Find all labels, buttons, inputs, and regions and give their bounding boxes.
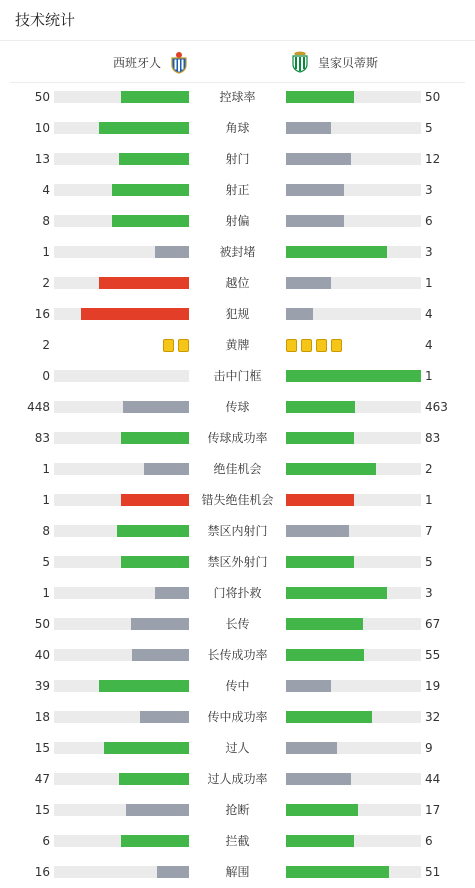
away-bar-fill — [286, 804, 358, 816]
stat-label: 过人成功率 — [207, 772, 268, 786]
stat-label: 黄牌 — [225, 338, 250, 352]
home-bar-track — [54, 246, 189, 258]
stat-label: 抢断 — [225, 803, 250, 817]
stat-label: 被封堵 — [219, 245, 256, 259]
home-bar-track — [54, 680, 189, 692]
away-value: 7 — [425, 524, 433, 538]
home-value: 0 — [42, 369, 50, 383]
home-bar-track — [54, 91, 189, 103]
away-value: 32 — [425, 710, 441, 724]
stat-label: 犯规 — [225, 307, 250, 321]
home-bar-fill — [144, 463, 189, 475]
stat-label: 禁区外射门 — [207, 555, 268, 569]
home-bar-track — [54, 711, 189, 723]
away-bar-track — [286, 680, 421, 692]
away-bar-fill — [286, 773, 351, 785]
away-value: 17 — [425, 803, 441, 817]
home-value: 47 — [34, 772, 50, 786]
stat-label: 长传 — [225, 617, 250, 631]
home-value: 6 — [42, 834, 50, 848]
stat-label: 解围 — [225, 865, 250, 879]
away-bar-track — [286, 773, 421, 785]
stat-label: 传中 — [225, 679, 250, 693]
teams-divider — [10, 82, 465, 83]
stat-row — [0, 118, 475, 138]
away-value: 5 — [425, 555, 433, 569]
home-bar-fill — [126, 804, 189, 816]
away-bar-fill — [286, 184, 344, 196]
home-value: 16 — [34, 307, 50, 321]
away-bar-fill — [286, 494, 354, 506]
away-bar-track — [286, 370, 421, 382]
home-value: 10 — [34, 121, 50, 135]
home-value: 1 — [42, 586, 50, 600]
home-bar-track — [54, 587, 189, 599]
home-value: 1 — [42, 245, 50, 259]
stat-label: 传中成功率 — [207, 710, 268, 724]
home-bar-track — [54, 308, 189, 320]
away-value: 5 — [425, 121, 433, 135]
away-value: 3 — [425, 183, 433, 197]
stat-label: 传球成功率 — [207, 431, 268, 445]
stat-label: 控球率 — [219, 90, 256, 104]
home-bar-fill — [121, 91, 189, 103]
away-bar-track — [286, 401, 421, 413]
yellow-card-icon — [178, 339, 189, 352]
home-value: 4 — [42, 183, 50, 197]
home-bar-track — [54, 463, 189, 475]
away-bar-fill — [286, 215, 344, 227]
stat-label: 越位 — [225, 276, 250, 290]
home-value: 448 — [27, 400, 50, 414]
away-value: 4 — [425, 307, 433, 321]
away-value: 51 — [425, 865, 441, 879]
home-value: 2 — [42, 276, 50, 290]
home-bar-fill — [121, 835, 189, 847]
stat-label: 射门 — [225, 152, 250, 166]
stat-label: 禁区内射门 — [207, 524, 268, 538]
stat-row — [0, 459, 475, 479]
home-value: 50 — [34, 90, 50, 104]
home-team-name: 西班牙人 — [113, 55, 162, 70]
away-bar-fill — [286, 463, 376, 475]
home-bar-track — [54, 401, 189, 413]
away-bar-track — [286, 556, 421, 568]
home-bar-track — [54, 370, 189, 382]
stat-label: 绝佳机会 — [213, 462, 262, 476]
away-bar-track — [286, 587, 421, 599]
home-bar-fill — [112, 184, 189, 196]
away-bar-track — [286, 277, 421, 289]
home-bar-fill — [123, 401, 189, 413]
away-bar-fill — [286, 91, 354, 103]
away-bar-fill — [286, 742, 337, 754]
away-value: 6 — [425, 214, 433, 228]
home-bar-track — [54, 866, 189, 878]
away-bar-fill — [286, 649, 364, 661]
stat-row — [0, 273, 475, 293]
away-bar-fill — [286, 618, 363, 630]
away-bar-track — [286, 835, 421, 847]
espanyol-crest-icon — [169, 50, 189, 74]
home-bar-track — [54, 525, 189, 537]
home-value: 18 — [34, 710, 50, 724]
away-bar-track — [286, 153, 421, 165]
home-value: 50 — [34, 617, 50, 631]
home-bar-track — [54, 122, 189, 134]
away-bar-track — [286, 525, 421, 537]
away-bar-fill — [286, 153, 351, 165]
home-bar-fill — [155, 587, 189, 599]
away-bar-track — [286, 711, 421, 723]
stat-row — [0, 800, 475, 820]
yellow-card-icon — [316, 339, 327, 352]
away-value: 3 — [425, 245, 433, 259]
away-bar-track — [286, 649, 421, 661]
stat-label: 传球 — [225, 400, 250, 414]
away-value: 55 — [425, 648, 441, 662]
yellow-card-icon — [286, 339, 297, 352]
stat-label: 击中门框 — [213, 369, 262, 383]
away-bar-track — [286, 122, 421, 134]
stat-row — [0, 335, 475, 355]
stat-row — [0, 304, 475, 324]
stat-label: 角球 — [225, 121, 250, 135]
yellow-card-icon — [163, 339, 174, 352]
stat-row — [0, 490, 475, 510]
home-bar-track — [54, 804, 189, 816]
stat-row — [0, 366, 475, 386]
home-bar-fill — [121, 494, 189, 506]
away-bar-fill — [286, 401, 355, 413]
away-bar-fill — [286, 680, 331, 692]
home-bar-fill — [99, 680, 189, 692]
page-title: 技术统计 — [15, 11, 76, 29]
away-bar-track — [286, 463, 421, 475]
away-value: 83 — [425, 431, 441, 445]
away-value: 1 — [425, 493, 433, 507]
yellow-card-icon — [301, 339, 312, 352]
stat-row — [0, 397, 475, 417]
stat-row — [0, 614, 475, 634]
away-bar-fill — [286, 587, 387, 599]
home-bar-track — [54, 494, 189, 506]
away-bar-track — [286, 494, 421, 506]
home-bar-fill — [99, 277, 189, 289]
away-bar-fill — [286, 370, 421, 382]
home-bar-fill — [140, 711, 189, 723]
home-bar-track — [54, 556, 189, 568]
away-value: 1 — [425, 276, 433, 290]
stat-row — [0, 738, 475, 758]
home-bar-track — [54, 277, 189, 289]
away-bar-fill — [286, 277, 331, 289]
away-bar-fill — [286, 246, 387, 258]
away-bar-fill — [286, 308, 313, 320]
home-bar-fill — [99, 122, 189, 134]
home-bar-fill — [157, 866, 189, 878]
home-value: 8 — [42, 214, 50, 228]
away-bar-track — [286, 246, 421, 258]
stat-row — [0, 707, 475, 727]
stat-row — [0, 211, 475, 231]
away-bar-track — [286, 215, 421, 227]
home-value: 5 — [42, 555, 50, 569]
away-team — [290, 50, 378, 74]
stat-label: 射正 — [225, 183, 250, 197]
away-bar-fill — [286, 835, 354, 847]
home-bar-fill — [121, 432, 189, 444]
home-bar-fill — [155, 246, 189, 258]
header-divider — [0, 40, 475, 41]
away-bar-fill — [286, 711, 372, 723]
home-bar-fill — [131, 618, 189, 630]
home-bar-fill — [119, 153, 189, 165]
home-value: 1 — [42, 462, 50, 476]
away-value: 12 — [425, 152, 441, 166]
away-bar-fill — [286, 525, 349, 537]
home-bar-fill — [81, 308, 189, 320]
away-bar-track — [286, 804, 421, 816]
away-bar-track — [286, 866, 421, 878]
away-value: 44 — [425, 772, 441, 786]
home-bar-track — [54, 215, 189, 227]
home-bar-track — [54, 153, 189, 165]
stat-row — [0, 149, 475, 169]
stat-row — [0, 862, 475, 882]
stat-label: 拦截 — [225, 834, 250, 848]
home-bar-fill — [104, 742, 189, 754]
away-bar-track — [286, 742, 421, 754]
away-value: 19 — [425, 679, 441, 693]
home-bar-track — [54, 742, 189, 754]
home-value: 83 — [34, 431, 50, 445]
away-value: 2 — [425, 462, 433, 476]
away-bar-track — [286, 308, 421, 320]
away-bar-fill — [286, 866, 389, 878]
stat-row — [0, 645, 475, 665]
stat-row — [0, 583, 475, 603]
away-bar-track — [286, 618, 421, 630]
home-bar-fill — [117, 525, 189, 537]
stat-label: 错失绝佳机会 — [201, 493, 274, 507]
away-value: 9 — [425, 741, 433, 755]
stat-label: 过人 — [225, 741, 250, 755]
home-bar-track — [54, 835, 189, 847]
away-value: 1 — [425, 369, 433, 383]
stat-row — [0, 87, 475, 107]
away-value: 4 — [425, 338, 433, 352]
home-value: 39 — [34, 679, 50, 693]
away-bar-fill — [286, 122, 331, 134]
home-bar-track — [54, 184, 189, 196]
home-value: 40 — [34, 648, 50, 662]
stat-row — [0, 831, 475, 851]
home-bar-track — [54, 649, 189, 661]
home-value: 13 — [34, 152, 50, 166]
home-value: 2 — [42, 338, 50, 352]
yellow-card-icon — [331, 339, 342, 352]
home-bar-fill — [132, 649, 189, 661]
home-bar-track — [54, 773, 189, 785]
away-value: 463 — [425, 400, 448, 414]
stat-row — [0, 676, 475, 696]
away-value: 6 — [425, 834, 433, 848]
home-value: 15 — [34, 803, 50, 817]
away-bar-track — [286, 184, 421, 196]
home-bar-track — [54, 618, 189, 630]
home-yellow-cards — [163, 339, 189, 352]
home-value: 16 — [34, 865, 50, 879]
real-betis-crest-icon — [290, 50, 310, 74]
away-bar-track — [286, 432, 421, 444]
away-bar-fill — [286, 432, 354, 444]
stat-row — [0, 428, 475, 448]
stat-row — [0, 180, 475, 200]
home-bar-fill — [119, 773, 189, 785]
home-value: 8 — [42, 524, 50, 538]
stat-row — [0, 769, 475, 789]
home-value: 15 — [34, 741, 50, 755]
away-value: 67 — [425, 617, 441, 631]
away-team-name: 皇家贝蒂斯 — [318, 55, 379, 70]
stat-row — [0, 521, 475, 541]
home-value: 1 — [42, 493, 50, 507]
stat-row — [0, 552, 475, 572]
away-bar-track — [286, 91, 421, 103]
away-bar-fill — [286, 556, 354, 568]
stat-label: 射偏 — [225, 214, 250, 228]
home-bar-track — [54, 432, 189, 444]
stat-row — [0, 242, 475, 262]
stat-label: 长传成功率 — [207, 648, 268, 662]
away-value: 3 — [425, 586, 433, 600]
home-bar-fill — [121, 556, 189, 568]
stat-label: 门将扑救 — [213, 586, 262, 600]
away-value: 50 — [425, 90, 441, 104]
home-bar-fill — [112, 215, 189, 227]
away-yellow-cards — [286, 339, 342, 352]
home-team — [113, 50, 189, 74]
